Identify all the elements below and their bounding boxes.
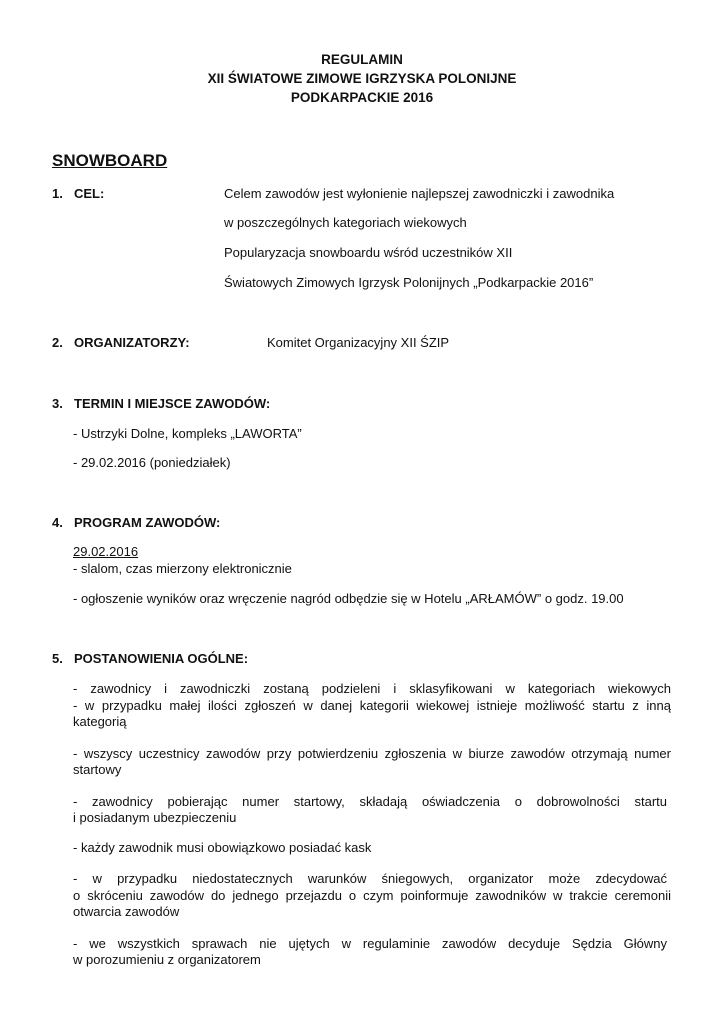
section-4-date: 29.02.2016 (73, 544, 139, 559)
section-4-item-1: - slalom, czas mierzony elektronicznie (73, 561, 292, 576)
section-1-line-4: Światowych Zimowych Igrzysk Polonijnych „Podkarpackie 2016” (224, 275, 594, 290)
header-line-3: PODKARPACKIE 2016 (290, 90, 434, 105)
section-3-item-2: - 29.02.2016 (poniedziałek) (73, 455, 231, 470)
section-4-item-2: - ogłoszenie wyników oraz wręczenie nagród odbędzie się w Hotelu „ARŁAMÓW” o godz. 19.00 (73, 591, 624, 606)
section-1-line-2: w poszczególnych kategoriach wiekowych (224, 215, 467, 230)
rule-3-line-2: i posiadanym ubezpieczeniu (73, 810, 237, 825)
section-3-item-1: - Ustrzyki Dolne, kompleks „LAWORTA” (73, 426, 302, 441)
section-2-value: Komitet Organizacyjny XII ŚZIP (267, 335, 450, 350)
section-3-heading: TERMIN I MIEJSCE ZAWODÓW: (74, 396, 271, 411)
rule-4: - każdy zawodnik musi obowiązkowo posiadać kask (73, 840, 372, 855)
section-3-number: 3. (52, 396, 63, 411)
section-4-heading: PROGRAM ZAWODÓW: (74, 515, 221, 530)
header-line-2: XII ŚWIATOWE ZIMOWE IGRZYSKA POLONIJNE (207, 71, 517, 86)
section-1-heading: CEL: (74, 186, 105, 201)
section-1-number: 1. (52, 186, 63, 201)
section-4-number: 4. (52, 515, 63, 530)
rule-3-line-1: - zawodnicy pobierając numer startowy, składają oświadczenia o dobrowolności startu (73, 794, 667, 809)
section-2-heading: ORGANIZATORZY: (74, 335, 190, 350)
section-1-line-3: Popularyzacja snowboardu wśród uczestników XII (224, 245, 513, 260)
page-title: SNOWBOARD (52, 151, 168, 170)
header-line-1: REGULAMIN (321, 52, 403, 67)
rule-2-line-1: - wszyscy uczestnicy zawodów przy potwierdzeniu zgłoszenia w biurze zawodów otrzymają numer (73, 746, 671, 761)
rule-5-line-3: otwarcia zawodów (73, 904, 180, 919)
rule-1-line-1: - zawodnicy i zawodniczki zostaną podzieleni i sklasyfikowani w kategoriach wiekowych (73, 681, 671, 696)
section-1-line-1: Celem zawodów jest wyłonienie najlepszej zawodniczki i zawodnika (224, 186, 615, 201)
section-5-heading: POSTANOWIENIA OGÓLNE: (74, 651, 249, 666)
rule-1-line-2: - w przypadku małej ilości zgłoszeń w danej kategorii wiekowej istnieje możliwość startu z inną (73, 698, 671, 713)
section-2-number: 2. (52, 335, 63, 350)
rule-6-line-1: - we wszystkich sprawach nie ujętych w regulaminie zawodów decyduje Sędzia Główny (73, 936, 667, 951)
section-5-number: 5. (52, 651, 63, 666)
rule-2-line-2: startowy (73, 762, 122, 777)
rule-1-line-3: kategorią (73, 714, 127, 729)
rule-6-line-2: w porozumieniu z organizatorem (73, 952, 261, 967)
rule-5-line-2: o skróceniu zawodów do jednego przejazdu o czym poinformuje zawodników w trakcie ceremonii (73, 888, 671, 903)
rule-5-line-1: - w przypadku niedostatecznych warunków śniegowych, organizator może zdecydować (73, 871, 667, 886)
